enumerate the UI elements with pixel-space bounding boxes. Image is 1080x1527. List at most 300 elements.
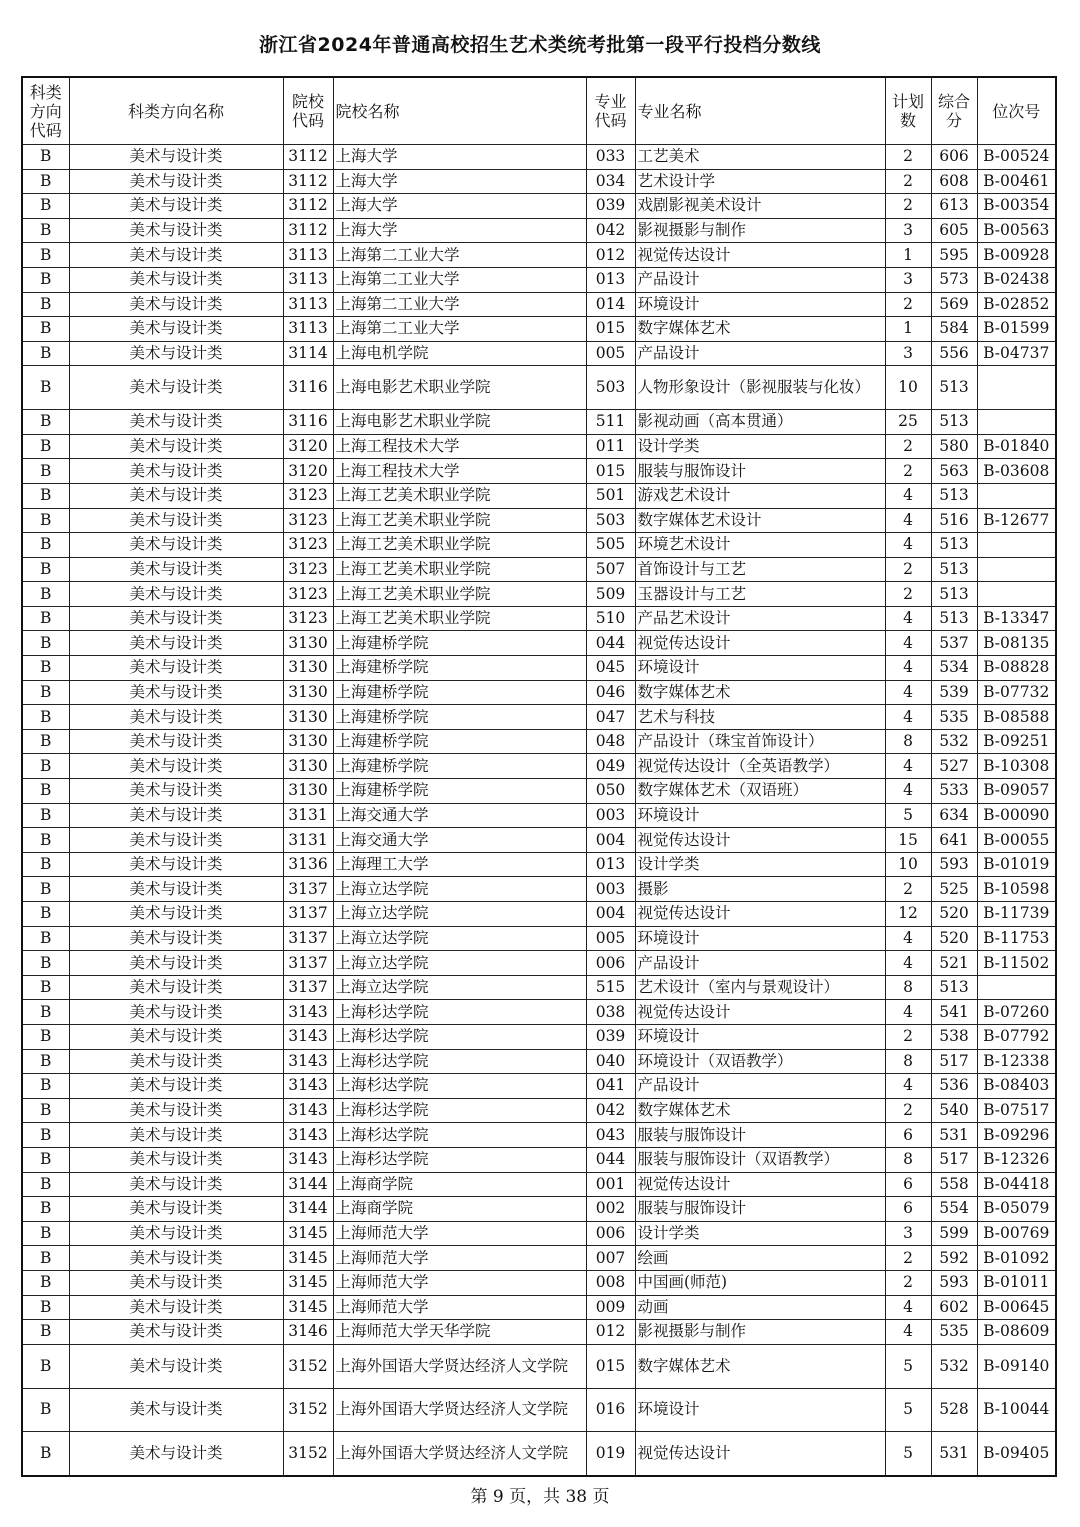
cell-major-name: 影视摄影与制作 (635, 1320, 885, 1345)
cell-plan: 2 (885, 1098, 931, 1123)
table-row (22, 267, 1056, 292)
cell-cat-name: 美术与设计类 (69, 267, 283, 292)
cell-plan: 2 (885, 459, 931, 484)
cell-major-name: 中国画(师范) (635, 1270, 885, 1295)
cell-plan: 4 (885, 533, 931, 558)
cell-major-name: 工艺美术 (635, 145, 885, 170)
cell-score: 558 (931, 1172, 977, 1197)
cell-plan: 4 (885, 1074, 931, 1099)
cell-major-name: 动画 (635, 1295, 885, 1320)
cell-rank (977, 366, 1056, 410)
cell-score: 513 (931, 582, 977, 607)
cell-school-name: 上海商学院 (333, 1197, 586, 1222)
cell-score: 634 (931, 803, 977, 828)
cell-major-name: 玉器设计与工艺 (635, 582, 885, 607)
cell-school-code: 3112 (283, 169, 333, 194)
cell-plan: 4 (885, 680, 931, 705)
cell-plan: 2 (885, 582, 931, 607)
cell-cat-code: B (22, 926, 69, 951)
header-major-code: 专业代码 (586, 77, 635, 145)
cell-cat-name: 美术与设计类 (69, 779, 283, 804)
cell-plan: 4 (885, 1000, 931, 1025)
cell-school-name: 上海工程技术大学 (333, 434, 586, 459)
table-row (22, 218, 1056, 243)
cell-cat-code: B (22, 483, 69, 508)
cell-cat-name: 美术与设计类 (69, 729, 283, 754)
cell-score: 538 (931, 1024, 977, 1049)
table-row (22, 1172, 1056, 1197)
cell-major-code: 503 (586, 508, 635, 533)
cell-cat-code: B (22, 1197, 69, 1222)
header-cat-code: 科类方向代码 (22, 77, 69, 145)
cell-cat-name: 美术与设计类 (69, 508, 283, 533)
cell-major-name: 视觉传达设计 (635, 1000, 885, 1025)
cell-score: 513 (931, 975, 977, 1000)
cell-cat-name: 美术与设计类 (69, 483, 283, 508)
table-row (22, 194, 1056, 219)
cell-school-name: 上海立达学院 (333, 975, 586, 1000)
table-row (22, 557, 1056, 582)
cell-cat-code: B (22, 779, 69, 804)
cell-cat-code: B (22, 557, 69, 582)
cell-major-code: 013 (586, 267, 635, 292)
cell-rank: B-11753 (977, 926, 1056, 951)
cell-major-name: 环境设计 (635, 926, 885, 951)
table-row (22, 975, 1056, 1000)
cell-score: 513 (931, 366, 977, 410)
cell-cat-code: B (22, 243, 69, 268)
cell-cat-name: 美术与设计类 (69, 1172, 283, 1197)
cell-plan: 8 (885, 729, 931, 754)
cell-school-code: 3112 (283, 145, 333, 170)
cell-cat-name: 美术与设计类 (69, 341, 283, 366)
cell-score: 535 (931, 1320, 977, 1345)
cell-school-code: 3130 (283, 656, 333, 681)
cell-school-name: 上海杉达学院 (333, 1147, 586, 1172)
cell-score: 525 (931, 877, 977, 902)
cell-cat-code: B (22, 341, 69, 366)
cell-cat-name: 美术与设计类 (69, 1197, 283, 1222)
cell-score: 556 (931, 341, 977, 366)
cell-cat-name: 美术与设计类 (69, 1000, 283, 1025)
page-title: 浙江省2024年普通高校招生艺术类统考批第一段平行投档分数线 (259, 34, 821, 56)
cell-major-code: 019 (586, 1432, 635, 1476)
cell-plan: 4 (885, 483, 931, 508)
cell-school-name: 上海杉达学院 (333, 1098, 586, 1123)
cell-cat-code: B (22, 1172, 69, 1197)
cell-cat-code: B (22, 292, 69, 317)
cell-plan: 10 (885, 852, 931, 877)
cell-cat-name: 美术与设计类 (69, 1098, 283, 1123)
cell-rank: B-08609 (977, 1320, 1056, 1345)
cell-cat-code: B (22, 1000, 69, 1025)
table-row (22, 1432, 1056, 1476)
table-row (22, 877, 1056, 902)
table-row (22, 902, 1056, 927)
cell-major-code: 038 (586, 1000, 635, 1025)
cell-score: 580 (931, 434, 977, 459)
cell-score: 521 (931, 951, 977, 976)
cell-school-name: 上海建桥学院 (333, 754, 586, 779)
cell-plan: 2 (885, 1246, 931, 1271)
cell-cat-code: B (22, 1049, 69, 1074)
cell-cat-name: 美术与设计类 (69, 877, 283, 902)
cell-major-code: 050 (586, 779, 635, 804)
cell-cat-name: 美术与设计类 (69, 606, 283, 631)
cell-plan: 15 (885, 828, 931, 853)
cell-cat-code: B (22, 366, 69, 410)
cell-major-code: 012 (586, 1320, 635, 1345)
cell-cat-code: B (22, 169, 69, 194)
cell-major-code: 005 (586, 926, 635, 951)
cell-school-name: 上海师范大学 (333, 1295, 586, 1320)
cell-cat-name: 美术与设计类 (69, 1049, 283, 1074)
cell-plan: 4 (885, 1320, 931, 1345)
cell-school-code: 3137 (283, 877, 333, 902)
cell-rank: B-00928 (977, 243, 1056, 268)
cell-school-code: 3143 (283, 1000, 333, 1025)
cell-school-name: 上海交通大学 (333, 803, 586, 828)
cell-major-code: 005 (586, 341, 635, 366)
cell-score: 520 (931, 902, 977, 927)
table-row (22, 606, 1056, 631)
cell-major-code: 039 (586, 1024, 635, 1049)
cell-cat-code: B (22, 1123, 69, 1148)
cell-school-code: 3145 (283, 1270, 333, 1295)
cell-major-name: 影视动画（高本贯通） (635, 410, 885, 435)
cell-school-name: 上海大学 (333, 169, 586, 194)
table-row (22, 631, 1056, 656)
cell-major-name: 视觉传达设计（全英语教学） (635, 754, 885, 779)
cell-cat-name: 美术与设计类 (69, 317, 283, 342)
cell-plan: 4 (885, 705, 931, 730)
cell-major-name: 视觉传达设计 (635, 631, 885, 656)
cell-major-code: 034 (586, 169, 635, 194)
cell-cat-name: 美术与设计类 (69, 1074, 283, 1099)
cell-plan: 2 (885, 169, 931, 194)
cell-major-code: 013 (586, 852, 635, 877)
cell-cat-code: B (22, 582, 69, 607)
cell-rank: B-00354 (977, 194, 1056, 219)
cell-major-name: 数字媒体艺术 (635, 1344, 885, 1388)
cell-cat-name: 美术与设计类 (69, 366, 283, 410)
cell-major-code: 033 (586, 145, 635, 170)
cell-school-name: 上海大学 (333, 145, 586, 170)
cell-cat-code: B (22, 508, 69, 533)
cell-plan: 3 (885, 1221, 931, 1246)
cell-school-name: 上海电影艺术职业学院 (333, 366, 586, 410)
table-row (22, 656, 1056, 681)
table-row (22, 1024, 1056, 1049)
cell-plan: 5 (885, 1388, 931, 1432)
cell-major-code: 515 (586, 975, 635, 1000)
cell-major-name: 产品设计 (635, 951, 885, 976)
cell-school-code: 3120 (283, 459, 333, 484)
cell-major-code: 505 (586, 533, 635, 558)
cell-rank: B-05079 (977, 1197, 1056, 1222)
table-row (22, 434, 1056, 459)
cell-score: 593 (931, 1270, 977, 1295)
cell-cat-code: B (22, 631, 69, 656)
cell-score: 592 (931, 1246, 977, 1271)
cell-cat-name: 美术与设计类 (69, 1432, 283, 1476)
cell-school-code: 3113 (283, 317, 333, 342)
cell-score: 608 (931, 169, 977, 194)
cell-cat-code: B (22, 218, 69, 243)
cell-score: 537 (931, 631, 977, 656)
cell-school-code: 3116 (283, 410, 333, 435)
cell-major-name: 视觉传达设计 (635, 1172, 885, 1197)
cell-major-name: 服装与服饰设计 (635, 459, 885, 484)
cell-cat-code: B (22, 951, 69, 976)
cell-school-name: 上海工艺美术职业学院 (333, 582, 586, 607)
table-row (22, 483, 1056, 508)
cell-major-code: 016 (586, 1388, 635, 1432)
cell-major-name: 数字媒体艺术 (635, 1098, 885, 1123)
cell-major-name: 环境设计 (635, 292, 885, 317)
cell-plan: 4 (885, 606, 931, 631)
cell-cat-code: B (22, 194, 69, 219)
cell-major-code: 039 (586, 194, 635, 219)
cell-rank (977, 410, 1056, 435)
cell-rank: B-01092 (977, 1246, 1056, 1271)
cell-major-code: 044 (586, 631, 635, 656)
cell-major-code: 006 (586, 1221, 635, 1246)
cell-school-code: 3136 (283, 852, 333, 877)
cell-major-code: 043 (586, 1123, 635, 1148)
cell-school-name: 上海外国语大学贤达经济人文学院 (333, 1388, 586, 1432)
cell-school-code: 3143 (283, 1123, 333, 1148)
cell-school-code: 3137 (283, 926, 333, 951)
cell-major-code: 503 (586, 366, 635, 410)
cell-major-code: 042 (586, 218, 635, 243)
cell-cat-code: B (22, 459, 69, 484)
cell-score: 536 (931, 1074, 977, 1099)
cell-rank: B-07517 (977, 1098, 1056, 1123)
cell-cat-name: 美术与设计类 (69, 631, 283, 656)
cell-cat-name: 美术与设计类 (69, 828, 283, 853)
cell-major-code: 003 (586, 877, 635, 902)
cell-major-name: 绘画 (635, 1246, 885, 1271)
cell-rank: B-09251 (977, 729, 1056, 754)
cell-rank: B-04737 (977, 341, 1056, 366)
cell-cat-code: B (22, 1246, 69, 1271)
cell-rank (977, 533, 1056, 558)
header-plan: 计划数 (885, 77, 931, 145)
cell-score: 569 (931, 292, 977, 317)
cell-major-code: 011 (586, 434, 635, 459)
cell-rank: B-00461 (977, 169, 1056, 194)
cell-major-code: 501 (586, 483, 635, 508)
cell-rank: B-01840 (977, 434, 1056, 459)
cell-school-code: 3145 (283, 1221, 333, 1246)
cell-major-name: 视觉传达设计 (635, 902, 885, 927)
cell-score: 533 (931, 779, 977, 804)
table-row (22, 1344, 1056, 1388)
cell-school-code: 3123 (283, 582, 333, 607)
cell-school-name: 上海工艺美术职业学院 (333, 508, 586, 533)
cell-score: 539 (931, 680, 977, 705)
cell-cat-code: B (22, 705, 69, 730)
table-row (22, 317, 1056, 342)
cell-school-code: 3116 (283, 366, 333, 410)
cell-major-code: 046 (586, 680, 635, 705)
cell-major-code: 049 (586, 754, 635, 779)
cell-rank: B-10598 (977, 877, 1056, 902)
cell-school-name: 上海建桥学院 (333, 705, 586, 730)
table-row (22, 582, 1056, 607)
cell-score: 513 (931, 410, 977, 435)
cell-rank: B-09140 (977, 1344, 1056, 1388)
cell-school-code: 3143 (283, 1024, 333, 1049)
cell-major-name: 产品设计 (635, 1074, 885, 1099)
table-row (22, 459, 1056, 484)
cell-score: 517 (931, 1147, 977, 1172)
cell-school-code: 3145 (283, 1246, 333, 1271)
cell-school-name: 上海师范大学 (333, 1246, 586, 1271)
cell-score: 527 (931, 754, 977, 779)
cell-school-code: 3120 (283, 434, 333, 459)
cell-major-name: 戏剧影视美术设计 (635, 194, 885, 219)
cell-major-name: 艺术设计（室内与景观设计） (635, 975, 885, 1000)
table-row (22, 1295, 1056, 1320)
cell-cat-name: 美术与设计类 (69, 656, 283, 681)
cell-score: 513 (931, 557, 977, 582)
cell-school-code: 3145 (283, 1295, 333, 1320)
cell-cat-name: 美术与设计类 (69, 803, 283, 828)
cell-rank (977, 582, 1056, 607)
table-row (22, 779, 1056, 804)
cell-cat-name: 美术与设计类 (69, 1295, 283, 1320)
cell-score: 532 (931, 1344, 977, 1388)
cell-major-name: 产品设计 (635, 341, 885, 366)
cell-cat-code: B (22, 828, 69, 853)
cell-cat-name: 美术与设计类 (69, 1246, 283, 1271)
cell-cat-name: 美术与设计类 (69, 194, 283, 219)
cell-cat-code: B (22, 145, 69, 170)
cell-plan: 4 (885, 779, 931, 804)
cell-cat-code: B (22, 1320, 69, 1345)
cell-school-name: 上海第二工业大学 (333, 317, 586, 342)
cell-school-name: 上海电机学院 (333, 341, 586, 366)
table-row (22, 1388, 1056, 1432)
cell-major-code: 008 (586, 1270, 635, 1295)
cell-major-code: 003 (586, 803, 635, 828)
cell-school-name: 上海第二工业大学 (333, 267, 586, 292)
cell-major-name: 首饰设计与工艺 (635, 557, 885, 582)
cell-rank: B-12338 (977, 1049, 1056, 1074)
cell-cat-name: 美术与设计类 (69, 1270, 283, 1295)
cell-cat-name: 美术与设计类 (69, 410, 283, 435)
cell-school-name: 上海建桥学院 (333, 779, 586, 804)
cell-rank: B-02852 (977, 292, 1056, 317)
header-school-code: 院校代码 (283, 77, 333, 145)
cell-cat-code: B (22, 1432, 69, 1476)
cell-score: 584 (931, 317, 977, 342)
cell-school-code: 3130 (283, 754, 333, 779)
cell-major-name: 影视摄影与制作 (635, 218, 885, 243)
cell-school-name: 上海商学院 (333, 1172, 586, 1197)
cell-school-code: 3143 (283, 1147, 333, 1172)
cell-school-code: 3152 (283, 1432, 333, 1476)
cell-plan: 2 (885, 877, 931, 902)
table-row (22, 926, 1056, 951)
cell-cat-name: 美术与设计类 (69, 951, 283, 976)
table-row (22, 145, 1056, 170)
cell-school-name: 上海工艺美术职业学院 (333, 606, 586, 631)
table-row (22, 1000, 1056, 1025)
cell-major-name: 产品艺术设计 (635, 606, 885, 631)
cell-cat-name: 美术与设计类 (69, 145, 283, 170)
table-row (22, 341, 1056, 366)
cell-school-code: 3123 (283, 508, 333, 533)
cell-cat-code: B (22, 1024, 69, 1049)
cell-rank: B-09405 (977, 1432, 1056, 1476)
cell-rank: B-00563 (977, 218, 1056, 243)
cell-plan: 4 (885, 508, 931, 533)
cell-school-name: 上海工程技术大学 (333, 459, 586, 484)
cell-school-name: 上海交通大学 (333, 828, 586, 853)
cell-cat-name: 美术与设计类 (69, 1320, 283, 1345)
cell-major-code: 042 (586, 1098, 635, 1123)
table-row (22, 169, 1056, 194)
cell-plan: 2 (885, 434, 931, 459)
cell-school-code: 3113 (283, 243, 333, 268)
table-row (22, 1221, 1056, 1246)
header-row (22, 77, 1056, 145)
cell-major-code: 012 (586, 243, 635, 268)
cell-score: 599 (931, 1221, 977, 1246)
table-row (22, 828, 1056, 853)
table-row (22, 705, 1056, 730)
cell-score: 513 (931, 533, 977, 558)
cell-school-name: 上海立达学院 (333, 877, 586, 902)
table-row (22, 1197, 1056, 1222)
cell-plan: 4 (885, 1295, 931, 1320)
cell-school-code: 3137 (283, 975, 333, 1000)
cell-major-name: 设计学类 (635, 434, 885, 459)
cell-major-code: 006 (586, 951, 635, 976)
cell-cat-code: B (22, 852, 69, 877)
cell-school-code: 3112 (283, 194, 333, 219)
cell-major-name: 艺术与科技 (635, 705, 885, 730)
cell-major-code: 044 (586, 1147, 635, 1172)
cell-plan: 5 (885, 803, 931, 828)
cell-cat-name: 美术与设计类 (69, 1388, 283, 1432)
table-row (22, 1049, 1056, 1074)
cell-plan: 4 (885, 631, 931, 656)
table-row (22, 1320, 1056, 1345)
cell-plan: 8 (885, 1147, 931, 1172)
cell-school-name: 上海第二工业大学 (333, 292, 586, 317)
cell-cat-code: B (22, 317, 69, 342)
cell-cat-name: 美术与设计类 (69, 705, 283, 730)
cell-score: 641 (931, 828, 977, 853)
cell-school-code: 3123 (283, 533, 333, 558)
cell-rank: B-11502 (977, 951, 1056, 976)
cell-rank: B-03608 (977, 459, 1056, 484)
cell-rank: B-09057 (977, 779, 1056, 804)
cell-cat-code: B (22, 975, 69, 1000)
cell-cat-name: 美术与设计类 (69, 680, 283, 705)
header-cat-name: 科类方向名称 (69, 77, 283, 145)
cell-cat-name: 美术与设计类 (69, 754, 283, 779)
cell-cat-code: B (22, 803, 69, 828)
table-row (22, 1074, 1056, 1099)
cell-cat-code: B (22, 902, 69, 927)
cell-score: 563 (931, 459, 977, 484)
cell-major-code: 048 (586, 729, 635, 754)
